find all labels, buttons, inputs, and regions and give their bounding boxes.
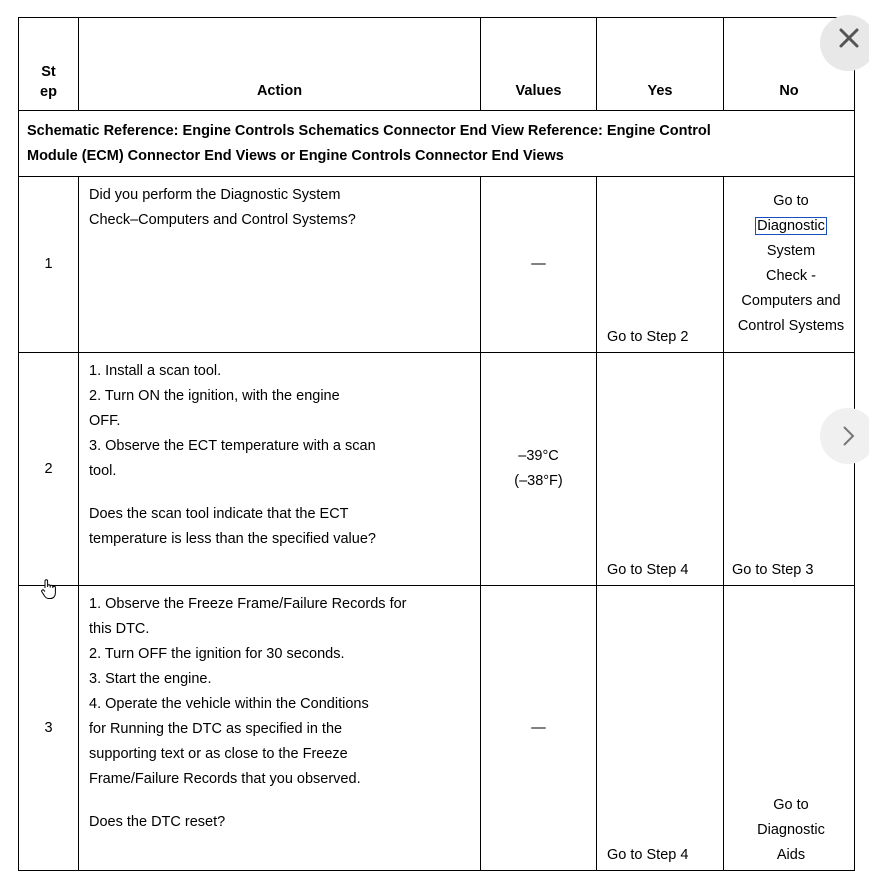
table-row [19,177,855,353]
action-cell: 1. Install a scan tool. 2. Turn ON the ignition, with the engine OFF. 3. Observe the ECT temperature with a scan tool. Does the scan tool indicate that the ECT temperature is less than the specified value? [79,353,481,586]
next-page-button[interactable] [820,408,869,464]
no-cell: Go to Diagnostic Aids [724,586,855,871]
diagnostic-link[interactable]: Diagnostic [757,217,825,234]
yes-cell: Go to Step 2 [597,177,724,353]
header-yes: Yes [597,18,724,111]
hand-pointer-icon [40,578,58,600]
no-cell: Go to Step 3 [724,353,855,586]
step-number: 3 [19,586,79,871]
table-header-row [19,18,855,111]
values-cell: — [481,177,597,353]
header-action: Action [79,18,481,111]
step-number: 1 [19,177,79,353]
schematic-reference: Schematic Reference: Engine Controls Schematics Connector End View Reference: Engine Control Module (ECM) Connector End Views or Engine Controls Connector End Views [19,111,855,177]
yes-cell: Go to Step 4 [597,586,724,871]
action-cell: Did you perform the Diagnostic System Check–Computers and Control Systems? [79,177,481,353]
close-button[interactable] [820,15,869,71]
no-cell: Go to Diagnostic System Check - Computers and Control Systems [724,177,855,353]
table-row [19,586,855,871]
chevron-right-icon [842,425,856,447]
yes-cell: Go to Step 4 [597,353,724,586]
values-cell: — [481,586,597,871]
table-row [19,353,855,586]
step-number: 2 [19,353,79,586]
action-cell: 1. Observe the Freeze Frame/Failure Records for this DTC. 2. Turn OFF the ignition for 30 seconds. 3. Start the engine. 4. Operate the vehicle within the Conditions for Running the DTC as specified in the supporting text or as close to the Freeze Frame/Failure Records that you observed. Does the DTC reset? [79,586,481,871]
header-no: No [724,18,855,111]
header-step: Step [19,18,79,111]
diagnostic-table [18,17,855,871]
values-cell: –39°C (–38°F) [481,353,597,586]
schematic-reference-row [19,111,855,177]
close-icon [838,27,860,49]
header-values: Values [481,18,597,111]
